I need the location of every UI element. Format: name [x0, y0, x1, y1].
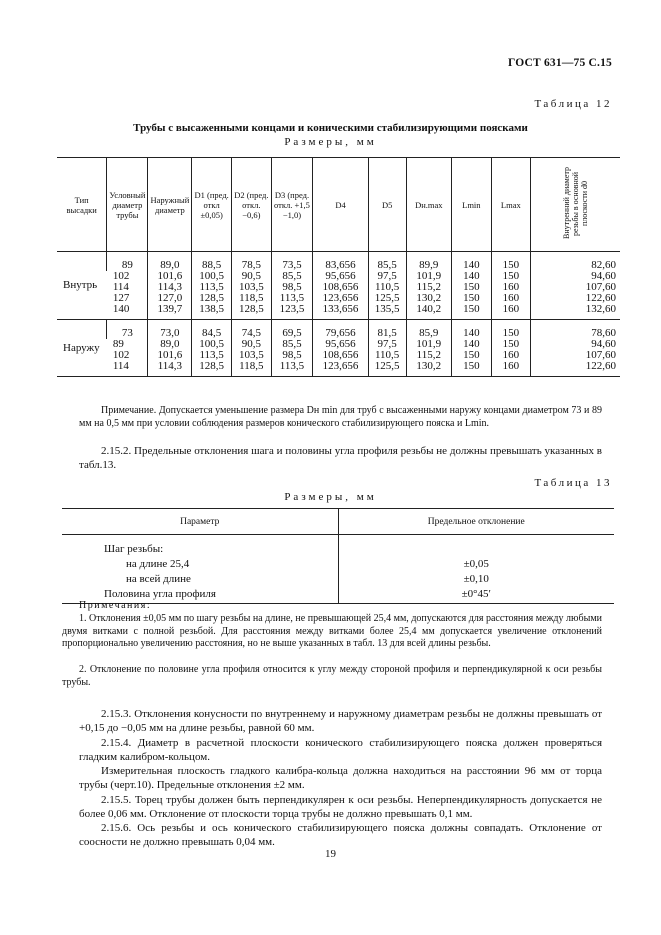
col-inner-diameter: [531, 158, 620, 252]
table-cell: 108,656: [313, 282, 369, 293]
table-13-label: Таблица 13: [534, 477, 612, 489]
table-cell: 101,6: [148, 350, 192, 361]
table-cell: 101,9: [406, 271, 452, 282]
table-cell: 130,2: [406, 361, 452, 377]
table-cell: 127: [112, 292, 130, 304]
table-cell: 138,5: [192, 304, 232, 320]
table-cell: 123,5: [271, 304, 313, 320]
table-cell: 107,60: [531, 350, 620, 361]
table-cell: 94,60: [531, 339, 620, 350]
col-nominal-diameter: Условный диаметр трубы: [107, 158, 148, 252]
table-12-label: Таблица 12: [534, 98, 612, 110]
dev-cell: ±0,05: [338, 557, 614, 572]
table-cell: 113,5: [271, 293, 313, 304]
table-cell: 89,0: [148, 252, 192, 272]
table-cell: 125,5: [368, 361, 406, 377]
table-cell: 139,7: [148, 304, 192, 320]
table-cell: 95,656: [313, 339, 369, 350]
table-cell: 113,5: [192, 282, 232, 293]
table-cell: 150: [452, 304, 491, 320]
col-d4: D4: [313, 158, 369, 252]
table-cell: 150: [452, 293, 491, 304]
table-12-title: Трубы с высаженными концами и коническими стабилизирующими поясками: [133, 122, 528, 134]
table-cell: 140,2: [406, 304, 452, 320]
table-cell: 85,5: [271, 271, 313, 282]
table-cell: 94,60: [531, 271, 620, 282]
table-cell: 123,656: [313, 361, 369, 377]
table-cell: 122,60: [531, 361, 620, 377]
table-cell: 128,5: [192, 293, 232, 304]
table-cell: 89,9: [406, 252, 452, 272]
table-cell: 114,3: [148, 282, 192, 293]
col-deviation: Предельное отклонение: [338, 509, 614, 535]
col-d3: D3 (пред. откл. +1,5 −1,0): [271, 158, 313, 252]
table-cell: 100,5: [192, 271, 232, 282]
paragraph-2-15-2: 2.15.2. Предельные отклонения шага и половины угла профиля резьбы не должны превышать указанных в табл.13.: [79, 445, 602, 471]
table-12-note: Примечание. Допускается уменьшение размера Dн min для труб с высаженными наружу концами диаметром 73 и 89 мм на 0,5 мм при условии соблюдения размеров конического стабилизирующего пояска и Lmin.: [79, 405, 602, 429]
col-parameter: Параметр: [62, 509, 338, 535]
table-cell: 101,6: [148, 271, 192, 282]
row-type-cell: Внутрь: [63, 279, 98, 291]
table-row: [57, 361, 620, 377]
table-cell: 115,2: [406, 350, 452, 361]
table-cell: 130,2: [406, 293, 452, 304]
table-cell: 140: [452, 320, 491, 340]
col-dn-max: Dн.max: [406, 158, 452, 252]
table-cell: 127,0: [148, 293, 192, 304]
table-13: [62, 508, 614, 604]
row-thread-pitch-label: Шаг резьбы:: [104, 543, 164, 555]
table-cell: 150: [452, 350, 491, 361]
table-cell: 132,60: [531, 304, 620, 320]
table-cell: 85,5: [271, 339, 313, 350]
table-cell: 103,5: [231, 350, 271, 361]
table-cell: 83,656: [313, 252, 369, 272]
table-12-units: Размеры, мм: [284, 136, 377, 148]
table-cell: 95,656: [313, 271, 369, 282]
table-cell: 160: [491, 282, 531, 293]
notes-13-title: Примечания:: [79, 600, 152, 611]
table-cell: 103,5: [231, 282, 271, 293]
dev-cell: ±0°45′: [338, 587, 614, 604]
table-cell: 128,5: [192, 361, 232, 377]
table-cell: 73,0: [148, 320, 192, 340]
note-13-2: 2. Отклонение по половине угла профиля относится к углу между стороной профиля и перпендикулярной к оси резьбы трубы.: [62, 664, 602, 688]
table-cell: 160: [491, 361, 531, 377]
table-cell: 114,3: [148, 361, 192, 377]
param-cell: на всей длине: [126, 573, 191, 585]
table-cell: 89: [112, 338, 124, 350]
table-cell: 160: [491, 304, 531, 320]
table-cell: 135,5: [368, 304, 406, 320]
table-cell: 125,5: [368, 293, 406, 304]
table-cell: 90,5: [231, 271, 271, 282]
table-cell: 140: [452, 271, 491, 282]
col-d1: D1 (пред. откл ±0,05): [192, 158, 232, 252]
table-cell: 150: [491, 271, 531, 282]
param-cell: Половина угла профиля: [62, 587, 338, 604]
document-header: ГОСТ 631—75 С.15: [508, 57, 612, 69]
table-cell: 102: [112, 270, 130, 282]
table-row: [57, 304, 620, 320]
table-cell: 150: [491, 339, 531, 350]
table-cell: 140: [112, 303, 130, 315]
table-row: [57, 252, 620, 272]
page-number: 19: [325, 848, 336, 860]
table-cell: 69,5: [271, 320, 313, 340]
table-cell: 79,656: [313, 320, 369, 340]
table-cell: 128,5: [231, 304, 271, 320]
col-d5: D5: [368, 158, 406, 252]
table-cell: 113,5: [192, 350, 232, 361]
table-cell: 122,60: [531, 293, 620, 304]
table-cell: 98,5: [271, 350, 313, 361]
col-l-min: Lmin: [452, 158, 491, 252]
paragraph-2-15-3: 2.15.3. Отклонения конусности по внутреннему и наружному диаметрам резьбы не должны превышать от +0,15 до −0,05 мм на длине резьбы, равной 60 мм.: [79, 708, 602, 734]
col-outer-diameter: Наружный диаметр: [148, 158, 192, 252]
table-cell: 150: [452, 282, 491, 293]
table-cell: 110,5: [368, 350, 406, 361]
table-13-units: Размеры, мм: [284, 491, 377, 503]
table-cell: 85,9: [406, 320, 452, 340]
table-cell: 114: [112, 360, 129, 372]
table-cell: 110,5: [368, 282, 406, 293]
table-cell: 82,60: [531, 252, 620, 272]
table-cell: 140: [452, 339, 491, 350]
table-cell: 85,5: [368, 252, 406, 272]
table-cell: 118,5: [231, 361, 271, 377]
table-cell: 113,5: [271, 361, 313, 377]
table-cell: 73: [107, 320, 148, 340]
table-cell: 97,5: [368, 271, 406, 282]
table-cell: 108,656: [313, 350, 369, 361]
table-cell: 150: [491, 320, 531, 340]
table-cell: 78,60: [531, 320, 620, 340]
paragraph-2-15-5: 2.15.5. Торец трубы должен быть перпендикулярен к оси резьбы. Неперпендикулярность допускается не более 0,06 мм. Отклонение от плоскости торца трубы не должно превышать 0,1 мм.: [79, 794, 602, 820]
table-cell: 140: [452, 252, 491, 272]
table-cell: 73,5: [271, 252, 313, 272]
table-cell: 101,9: [406, 339, 452, 350]
table-cell: 84,5: [192, 320, 232, 340]
table-cell: 160: [491, 293, 531, 304]
table-cell: 74,5: [231, 320, 271, 340]
paragraph-2-15-4-cont: Измерительная плоскость гладкого калибра-кольца должна находиться на расстоянии 96 мм от торца трубы (черт.10). Предельные отклонения ±2 мм.: [79, 765, 602, 791]
table-cell: 102: [112, 349, 130, 361]
paragraph-2-15-4: 2.15.4. Диаметр в расчетной плоскости конического стабилизирующего пояска должен проверяться гладким калибром-кольцом.: [79, 737, 602, 763]
table-cell: 118,5: [231, 293, 271, 304]
table-cell: 98,5: [271, 282, 313, 293]
table-cell: 133,656: [313, 304, 369, 320]
table-cell: 123,656: [313, 293, 369, 304]
table-cell: 90,5: [231, 339, 271, 350]
table-cell: 160: [491, 350, 531, 361]
table-cell: 78,5: [231, 252, 271, 272]
param-cell: на длине 25,4: [126, 558, 190, 570]
table-cell: 114: [112, 281, 129, 293]
table-cell: 100,5: [192, 339, 232, 350]
table-cell: 88,5: [192, 252, 232, 272]
dev-cell: ±0,10: [338, 572, 614, 587]
row-type-cell: Наружу: [63, 341, 100, 354]
table-row: [57, 320, 620, 340]
note-13-1: 1. Отклонения ±0,05 мм по шагу резьбы на длине, не превышающей 25,4 мм, допускаются для расстояния между любыми двумя витками с полной резьбой. Для расстояния между витками более 25,4 мм допускается увеличение отклонений пропорционально увеличению расстояния, но не выше указанных в табл. 13 для всей длины резьбы.: [62, 613, 602, 649]
col-type: Тип высадки: [66, 194, 97, 215]
col-l-max: Lmax: [491, 158, 531, 252]
table-cell: 89: [107, 252, 148, 272]
table-cell: 89,0: [148, 339, 192, 350]
col-inner-diameter-label: Внутренний диаметр резьбы в основной плоскости d0: [562, 167, 590, 240]
col-d2: D2 (пред. откл. −0,6): [231, 158, 271, 252]
table-cell: 107,60: [531, 282, 620, 293]
table-cell: 115,2: [406, 282, 452, 293]
table-cell: 81,5: [368, 320, 406, 340]
table-cell: 150: [452, 361, 491, 377]
table-row: [62, 572, 614, 587]
table-cell: 97,5: [368, 339, 406, 350]
table-cell: 150: [491, 252, 531, 272]
table-12: [57, 157, 620, 377]
table-row: [62, 557, 614, 572]
paragraph-2-15-6: 2.15.6. Ось резьбы и ось конического стабилизирующего пояска должны совпадать. Отклонение от соосности не должно превышать 0,04 мм.: [79, 822, 602, 848]
table-12-header: [57, 158, 620, 252]
